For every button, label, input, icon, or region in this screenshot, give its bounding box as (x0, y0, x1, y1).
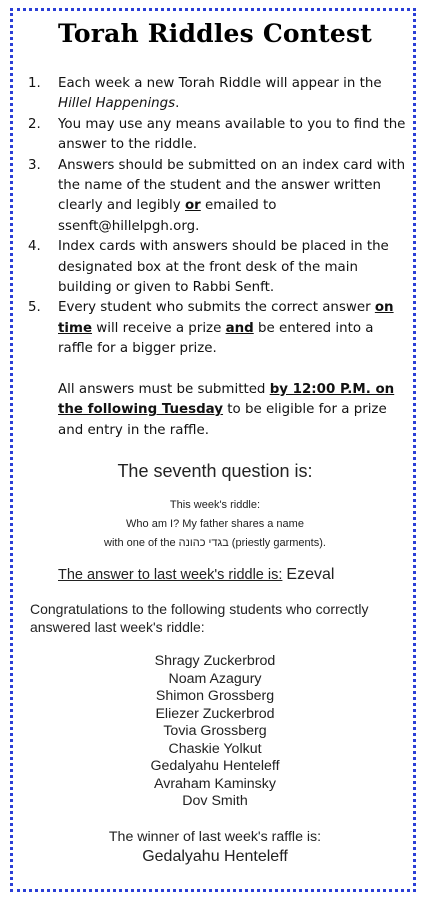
last-answer (58, 566, 334, 584)
rule-number: 1. (28, 76, 41, 91)
emphasis-and: and (225, 320, 254, 336)
winner-name: Chaskie Yolkut (168, 740, 262, 757)
page-title: Torah Riddles Contest (57, 19, 373, 48)
rule-item-4 (28, 237, 408, 298)
last-answer-label: The answer to last week's riddle is: (58, 567, 283, 583)
deadline-emphasis: by 12:00 P.M. on the following Tuesday (58, 381, 395, 418)
newsletter-name: Hillel Happenings (58, 96, 176, 112)
emphasis-on-time: on time (58, 300, 394, 336)
riddle-line-1: Who am I? My father shares a name (126, 518, 304, 530)
congrats-text: Congratulations to the following students who correctly answered last week's riddle: (30, 601, 369, 635)
rule-item-2 (28, 115, 408, 156)
riddle-block (0, 496, 430, 553)
rule-text-end: be entered into a raffle for a bigger prize. (58, 320, 374, 357)
deadline-text-end: to be eligible for a prize and entry in the raffle. (58, 402, 387, 438)
rule-text-end: emailed to ssenft@hillelpgh.org. (58, 198, 277, 234)
riddle-label: This week's riddle: (169, 499, 261, 511)
rule-text-end: . (175, 96, 180, 112)
raffle-winner: Gedalyahu Henteleff (142, 848, 288, 865)
rule-number: 5. (28, 300, 41, 316)
question-heading: The seventh question is: (117, 461, 313, 481)
emphasis-or: or (184, 198, 201, 214)
winner-name: Tovia Grossberg (163, 723, 267, 739)
rule-item-3 (28, 156, 408, 238)
rules-list (28, 74, 408, 441)
raffle-label: The winner of last week's raffle is: (108, 829, 322, 845)
winner-name: Eliezer Zuckerbrod (155, 705, 275, 722)
rule-number: 2. (28, 116, 41, 132)
rule-number: 4. (28, 239, 41, 255)
winner-name: Noam Azagury (168, 670, 262, 687)
last-answer-value: Ezeval (286, 566, 335, 583)
rule-number: 3. (28, 157, 41, 173)
rule-text: Index cards with answers should be placed in the designated box at the front desk of the main building or given to Rabbi Senft. (58, 239, 389, 296)
rule-text: Answers should be submitted on an index card with the name of the student and the answer written clearly and legibly (58, 157, 406, 214)
riddle-line-2: with one of the בגדי כהונה (priestly garments). (104, 537, 326, 549)
rule-item-1 (28, 74, 408, 115)
rule-text: You may use any means available to you to find the answer to the riddle. (58, 116, 406, 153)
deadline-text: All answers must be submitted (58, 381, 270, 397)
rule-text: Each week a new Torah Riddle will appear in the (58, 76, 382, 91)
winner-name: Shimon Grossberg (155, 688, 275, 704)
winner-name: Dov Smith (182, 793, 248, 809)
winner-name: Avraham Kaminsky (154, 775, 276, 792)
rule-text-mid: will receive a prize (92, 320, 226, 336)
winner-name: Shragy Zuckerbrod (154, 653, 276, 669)
winner-name: Gedalyahu Henteleff (150, 758, 280, 774)
rule-item-5 (28, 298, 408, 359)
rule-text: Every student who submits the correct answer (58, 300, 375, 316)
deadline-note (28, 380, 408, 441)
winners-list (0, 653, 430, 811)
